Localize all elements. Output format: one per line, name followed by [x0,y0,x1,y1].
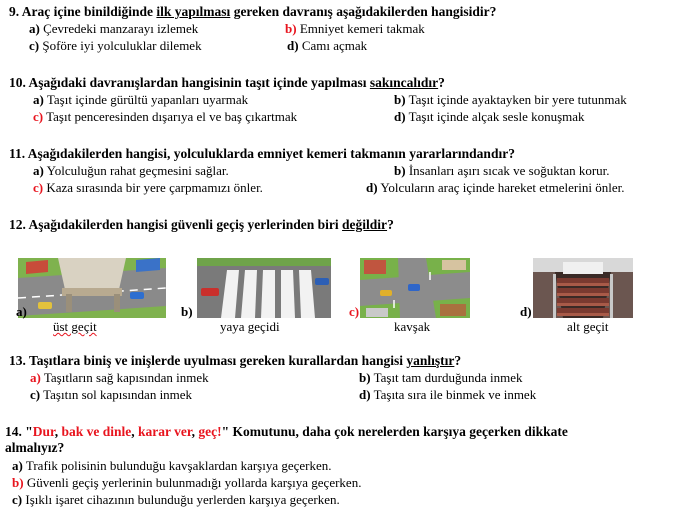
question-text: Aşağıdakilerden hangisi, yolculuklarda emniyet kemeri takmanın yararlarındandır? [27,146,515,161]
question-number: 12. [9,217,26,232]
q10-option-b[interactable]: b) Taşıt içinde ayaktayken bir yere tutunmak [394,92,627,107]
q9-option-c[interactable]: c) Şoföre iyi yolculuklar dilemek [29,38,202,53]
q9-option-b[interactable]: b) Emniyet kemeri takmak [285,21,425,36]
q12-option-d-letter: d) [520,304,532,319]
question-11 [9,146,515,161]
question-14: 14. "Dur, bak ve dinle, karar ver, geç!" Komutunu, daha çok nerelerden karşıya geçerken dikkate [5,424,568,439]
q13-option-a[interactable]: a) Taşıtların sağ kapısından inmek [30,370,209,385]
question-emphasis: ilk yapılması [156,4,231,19]
q12-option-b-letter: b) [181,304,193,319]
overpass-picture[interactable] [18,258,166,318]
question-text: Taşıtlara biniş ve inişlerde uyulması gereken kurallardan hangisi [29,353,407,368]
question-emphasis: değildir [342,217,388,232]
question-text: Aşağıdaki davranışlardan hangisinin taşıt içinde yapılması [28,75,370,90]
q10-option-d[interactable]: d) Taşıt içinde alçak sesle konuşmak [394,109,585,124]
question-14-continued: almalıyız? [5,440,65,455]
q12-option-a-letter: a) [16,304,27,319]
command-bak-ve-dinle: bak ve dinle [61,424,132,439]
question-text-end: ? [387,217,394,232]
q11-option-c[interactable]: c) Kaza sırasında bir yere çarpmamızı önler. [33,180,263,195]
crosswalk-picture[interactable] [197,258,331,318]
q11-option-a[interactable]: a) Yolculuğun rahat geçmesini sağlar. [33,163,229,178]
command-gec: geç! [198,424,222,439]
q12-option-c-caption: kavşak [394,319,431,334]
q13-option-b[interactable]: b) Taşıt tam durduğunda inmek [359,370,523,385]
question-9 [9,4,496,19]
question-number: 10. [9,75,26,90]
q12-option-c-letter: c) [349,304,360,319]
question-emphasis: sakıncalıdır [369,75,439,90]
q13-option-d[interactable]: d) Taşıta sıra ile binmek ve inmek [359,387,537,402]
command-dur: Dur [32,424,55,439]
q12-option-a-caption: üst geçit [53,319,97,334]
question-text-end: ? [454,353,462,368]
q14-option-b[interactable]: b) Güvenli geçiş yerlerinin bulunmadığı yollarda karşıya geçerken. [12,475,362,490]
q10-option-a[interactable]: a) Taşıt içinde gürültü yapanları uyarmak [33,92,249,107]
q12-option-b-caption: yaya geçidi [220,319,280,334]
question-13 [9,353,461,368]
q13-option-c[interactable]: c) Taşıtın sol kapısından inmek [30,387,193,402]
question-number: 14. [5,424,22,439]
q12-option-d-caption: alt geçit [567,319,609,334]
q14-option-a[interactable]: a) Trafik polisinin bulunduğu kavşaklardan karşıya geçerken. [12,458,332,473]
question-10 [9,75,445,90]
question-text-end: ? [438,75,445,90]
underpass-picture[interactable] [533,258,633,318]
q11-option-d[interactable]: d) Yolcuların araç içinde hareket etmelerini önler. [366,180,625,195]
q14-option-c[interactable]: c) Işıklı işaret cihazının bulunduğu yerlerden karşıya geçerken. [12,492,340,507]
question-emphasis: yanlıştır [406,353,455,368]
question-text-end: gereken davranış aşağıdakilerden hangisidir? [230,4,497,19]
question-number: 9. [9,4,20,19]
q9-option-d[interactable]: d) Camı açmak [287,38,368,53]
question-text: Araç içine binildiğinde [21,4,157,19]
question-text: Komutunu, daha çok nerelerden karşıya geçerken dikkate [229,424,568,439]
q10-option-c[interactable]: c) Taşıt penceresinden dışarıya el ve baş çıkartmak [33,109,298,124]
question-number: 11. [9,146,26,161]
question-number: 13. [9,353,26,368]
command-karar-ver: karar ver [138,424,192,439]
q11-option-b[interactable]: b) İnsanları aşırı sıcak ve soğuktan korur. [394,163,610,178]
question-12 [9,217,394,232]
q9-option-a[interactable]: a) Çevredeki manzarayı izlemek [29,21,199,36]
intersection-picture[interactable] [360,258,470,318]
question-text: Aşağıdakilerden hangisi güvenli geçiş yerlerinden biri [28,217,343,232]
